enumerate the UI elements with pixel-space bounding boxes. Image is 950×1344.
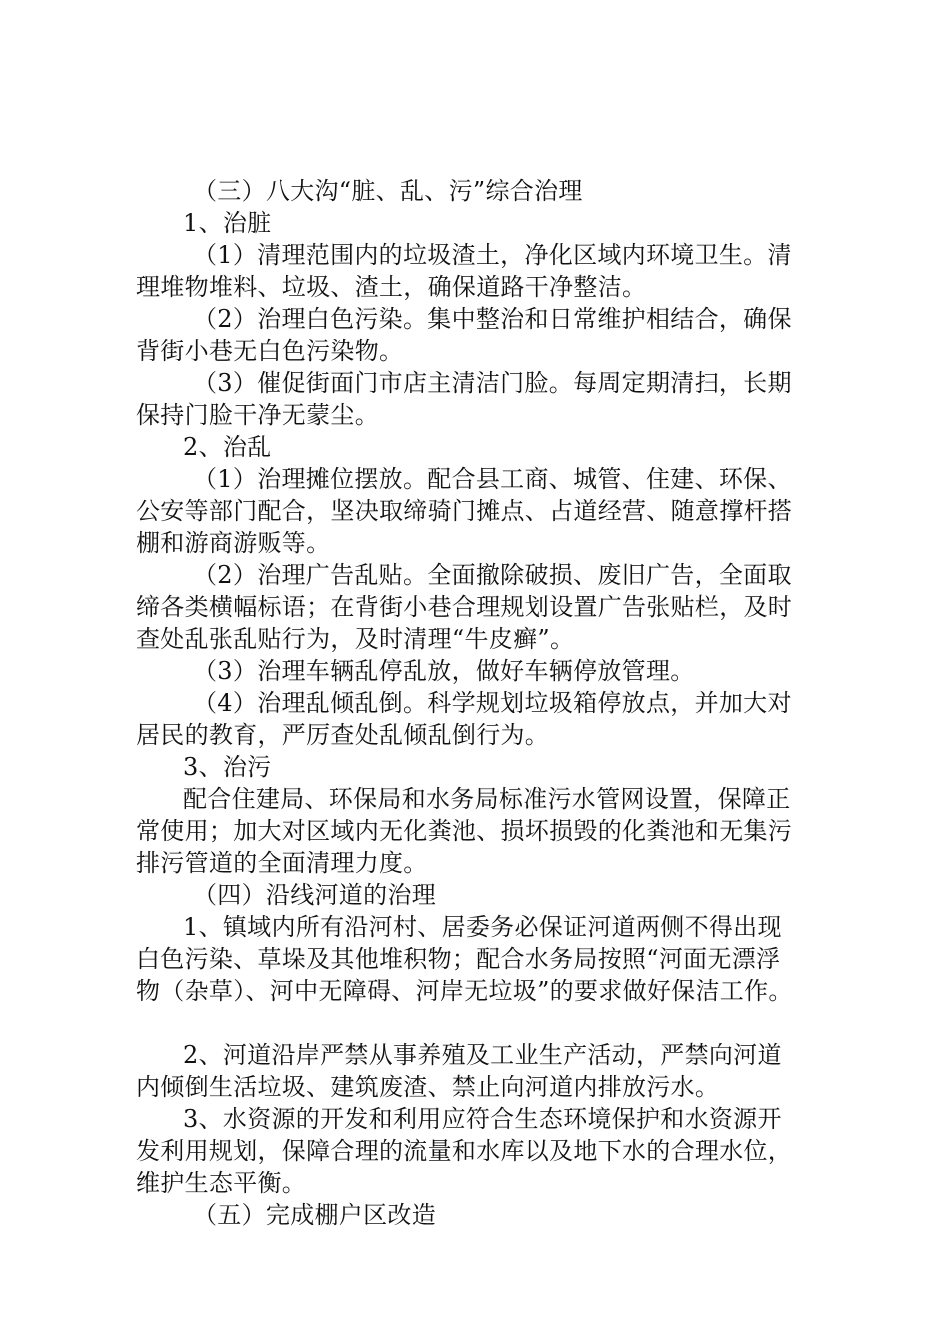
paragraph-line: 保持门脸干净无蒙尘。 [136,401,379,429]
paragraph-line: 内倾倒生活垃圾、建筑废渣、禁止向河道内排放污水。 [136,1073,720,1101]
paragraph-line: 公安等部门配合，坚决取缔骑门摊点、占道经营、随意撑杆搭 [136,497,793,525]
paragraph-line: 3、水资源的开发和利用应符合生态环境保护和水资源开 [183,1105,782,1133]
paragraph-line: 查处乱张乱贴行为，及时清理“牛皮癣”。 [136,625,575,653]
paragraph-line: 物（杂草）、河中无障碍、河岸无垃圾”的要求做好保洁工作。 [136,977,793,1005]
paragraph-line: 理堆物堆料、垃圾、渣土，确保道路干净整洁。 [136,273,647,301]
section-heading-4: （四）沿线河道的治理 [193,881,436,909]
paragraph-line: 排污管道的全面清理力度。 [136,849,428,877]
paragraph-line: 常使用；加大对区域内无化粪池、损坏损毁的化粪池和无集污 [136,817,793,845]
paragraph-line: 发利用规划，保障合理的流量和水库以及地下水的合理水位， [136,1137,793,1165]
paragraph-line: 维护生态平衡。 [136,1169,307,1197]
paragraph-line: 白色污染、草垛及其他堆积物；配合水务局按照“河面无漂浮 [136,945,781,973]
paragraph-line: 背街小巷无白色污染物。 [136,337,404,365]
paragraph-line: （1）治理摊位摆放。配合县工商、城管、住建、环保、 [193,465,792,493]
paragraph-line: （3）催促街面门市店主清洁门脸。每周定期清扫，长期 [193,369,792,397]
paragraph-line: （2）治理广告乱贴。全面撤除破损、废旧广告，全面取 [193,561,792,589]
paragraph-line: （3）治理车辆乱停乱放，做好车辆停放管理。 [193,657,695,685]
paragraph-line: 1、镇域内所有沿河村、居委务必保证河道两侧不得出现 [183,913,782,941]
paragraph-line: （4）治理乱倾乱倒。科学规划垃圾箱停放点，并加大对 [193,689,792,717]
subheading-zhiwu: 3、治污 [183,753,272,781]
paragraph-line: 棚和游商游贩等。 [136,529,331,557]
paragraph-line: （2）治理白色污染。集中整治和日常维护相结合，确保 [193,305,792,333]
section-heading-5: （五）完成棚户区改造 [193,1201,436,1229]
paragraph-line: 缔各类横幅标语；在背街小巷合理规划设置广告张贴栏，及时 [136,593,793,621]
paragraph-line: 2、河道沿岸严禁从事养殖及工业生产活动，严禁向河道 [183,1041,782,1069]
paragraph-line: （1）清理范围内的垃圾渣土，净化区域内环境卫生。清 [193,241,792,269]
paragraph-line: 居民的教育，严厉查处乱倾乱倒行为。 [136,721,550,749]
section-heading-3: （三）八大沟“脏、乱、污”综合治理 [193,177,583,205]
subheading-zhiluan: 2、治乱 [183,433,272,461]
paragraph-line: 配合住建局、环保局和水务局标准污水管网设置，保障正 [183,785,791,813]
subheading-zhizang: 1、治脏 [183,209,272,237]
